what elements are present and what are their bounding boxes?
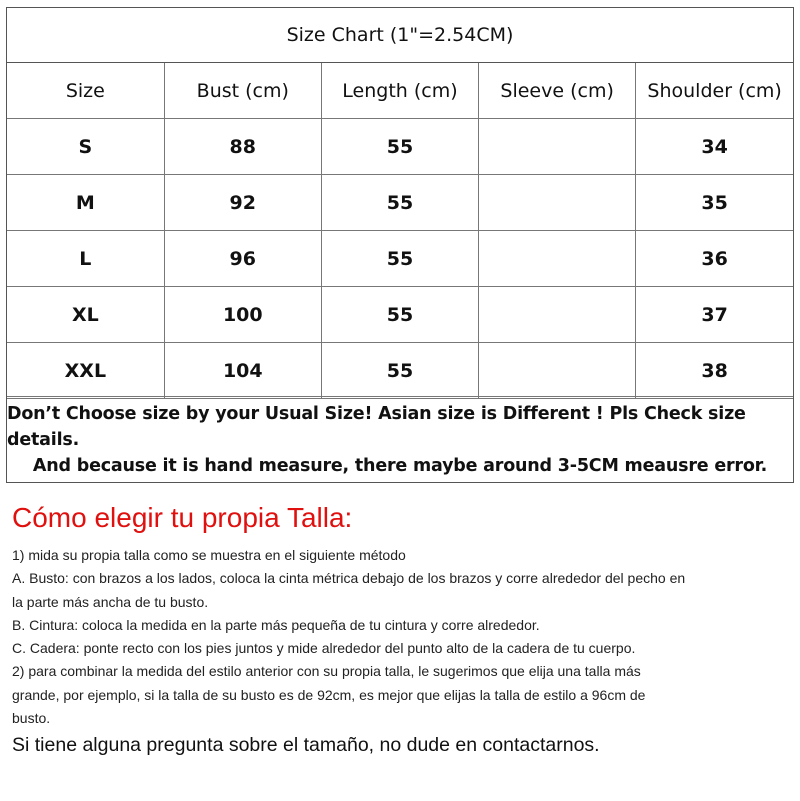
- cell-sleeve: [479, 287, 636, 343]
- cell-size: L: [7, 231, 164, 287]
- contact-note: Si tiene alguna pregunta sobre el tamaño, no dude en contactarnos.: [12, 734, 600, 757]
- table-row: [7, 343, 793, 399]
- cell-bust: 104: [164, 343, 321, 399]
- cell-sleeve: [479, 343, 636, 399]
- header-sleeve: Sleeve (cm): [479, 63, 636, 119]
- cell-sleeve: [479, 231, 636, 287]
- cell-shoulder: 35: [636, 175, 793, 231]
- cell-bust: 96: [164, 231, 321, 287]
- cell-sleeve: [479, 119, 636, 175]
- table-row: [7, 119, 793, 175]
- guide-line: busto.: [12, 710, 51, 727]
- table-row: [7, 287, 793, 343]
- cell-bust: 88: [164, 119, 321, 175]
- cell-shoulder: 38: [636, 343, 793, 399]
- cell-size: M: [7, 175, 164, 231]
- warning-line-1: Don’t Choose size by your Usual Size! Asian size is Different ! Pls Check size details.: [7, 403, 746, 450]
- header-length: Length (cm): [321, 63, 478, 119]
- guide-line: B. Cintura: coloca la medida en la parte más pequeña de tu cintura y corre alrededor.: [12, 616, 540, 633]
- cell-length: 55: [321, 343, 478, 399]
- header-bust: Bust (cm): [164, 63, 321, 119]
- cell-shoulder: 36: [636, 231, 793, 287]
- guide-line: A. Busto: con brazos a los lados, coloca la cinta métrica debajo de los brazos y corre alrededor del pecho en: [12, 570, 686, 587]
- chart-title: Size Chart (1"=2.54CM): [7, 8, 793, 63]
- cell-length: 55: [321, 119, 478, 175]
- warning-line-2: And because it is hand measure, there maybe around 3-5CM meausre error.: [32, 455, 768, 476]
- header-size: Size: [7, 63, 164, 119]
- guide-line: 2) para combinar la medida del estilo anterior con su propia talla, le sugerimos que elija una talla más: [12, 663, 641, 680]
- cell-size: XXL: [7, 343, 164, 399]
- table-row: [7, 231, 793, 287]
- cell-bust: 92: [164, 175, 321, 231]
- guide-line: C. Cadera: ponte recto con los pies juntos y mide alrededor del punto alto de la cadera de tu cuerpo.: [12, 640, 636, 657]
- table-header-row: [7, 63, 793, 119]
- size-table: [7, 63, 793, 399]
- cell-shoulder: 37: [636, 287, 793, 343]
- guide-line: 1) mida su propia talla como se muestra en el siguiente método: [12, 547, 406, 563]
- cell-length: 55: [321, 231, 478, 287]
- cell-shoulder: 34: [636, 119, 793, 175]
- cell-size: S: [7, 119, 164, 175]
- guide-line: la parte más ancha de tu busto.: [12, 593, 209, 610]
- cell-length: 55: [321, 287, 478, 343]
- table-row: [7, 175, 793, 231]
- size-chart: [6, 7, 794, 483]
- cell-bust: 100: [164, 287, 321, 343]
- guide-line: grande, por ejemplo, si la talla de su busto es de 92cm, es mejor que elijas la talla de estilo a 96cm de: [12, 686, 646, 703]
- measurement-guide: [12, 500, 792, 758]
- guide-title: Cómo elegir tu propia Talla:: [12, 502, 353, 533]
- cell-sleeve: [479, 175, 636, 231]
- cell-length: 55: [321, 175, 478, 231]
- cell-size: XL: [7, 287, 164, 343]
- size-warning: [7, 396, 793, 482]
- header-shoulder: Shoulder (cm): [636, 63, 793, 119]
